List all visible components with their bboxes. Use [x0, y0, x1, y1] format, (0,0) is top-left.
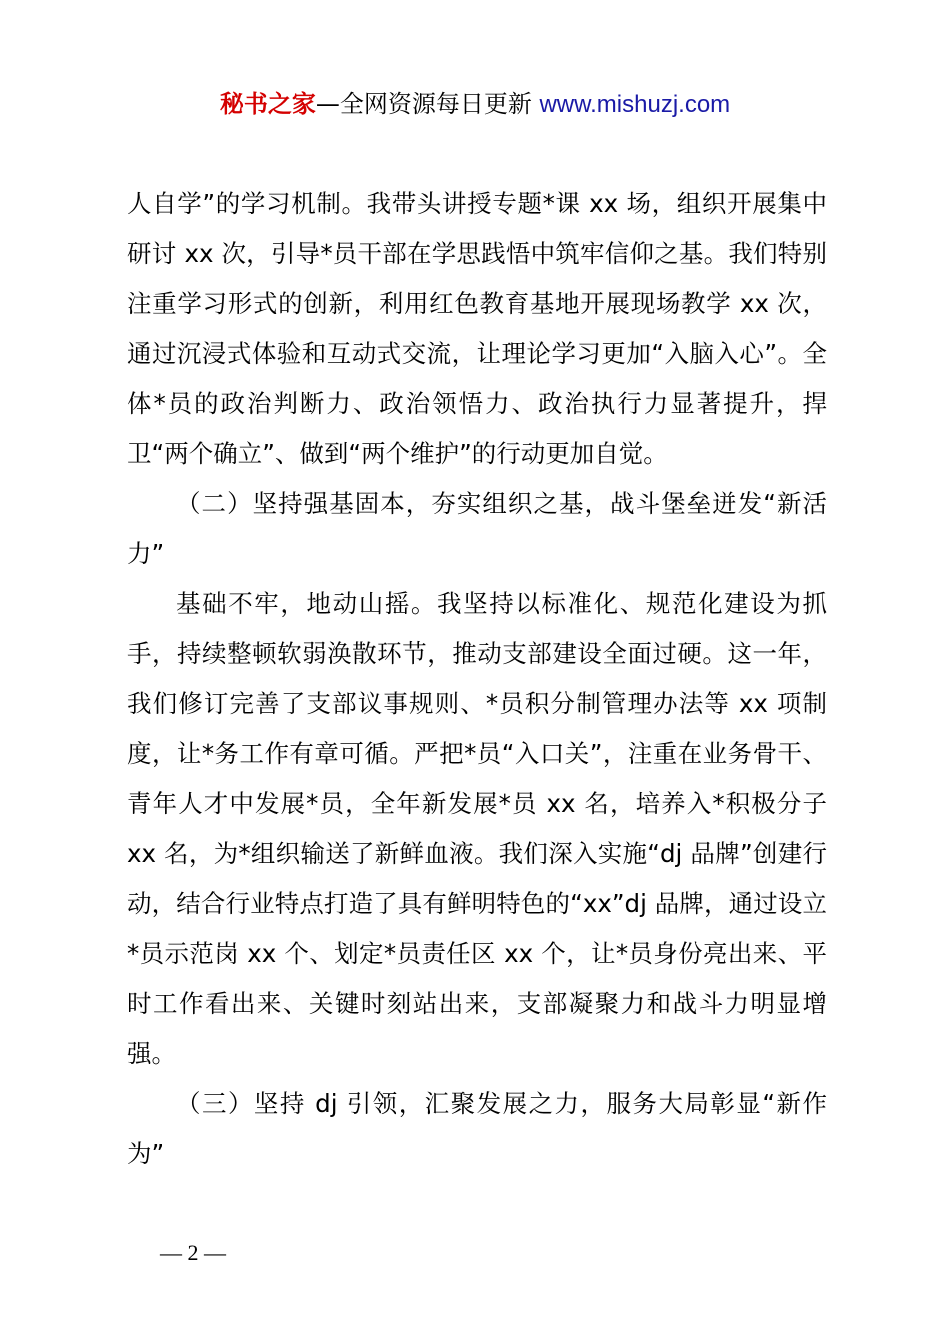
site-url-link[interactable]: www.mishuzj.com — [539, 91, 731, 118]
document-body — [127, 179, 827, 1179]
page-number: — 2 — — [160, 1240, 226, 1265]
header-tagline: —全网资源每日更新 — [315, 90, 540, 118]
site-header-banner — [0, 88, 950, 121]
paragraph-study-mechanism: 人自学”的学习机制。我带头讲授专题*课 xx 场，组织开展集中研讨 xx 次，引导*员干部在学思践悟中筑牢信仰之基。我们特别注重学习形式的创新，利用红色教育基地开展现场教学 xx 次，通过沉浸式体验和互动式交流，让理论学习更加“入脑入心”。全体*员的政治判断力、政治领悟力、政治执行力显著提升，捍卫“两个确立”、做到“两个维护”的行动更加自觉。 — [127, 189, 827, 468]
paragraph-organization-building: 基础不牢，地动山摇。我坚持以标准化、规范化建设为抓手，持续整顿软弱涣散环节，推动支部建设全面过硬。这一年，我们修订完善了支部议事规则、*员积分制管理办法等 xx 项制度，让*务工作有章可循。严把*员“入口关”，注重在业务骨干、青年人才中发展*员，全年新发展*员 xx 名，培养入*积极分子 xx 名，为*组织输送了新鲜血液。我们深入实施“dj 品牌”创建行动，结合行业特点打造了具有鲜明特色的“xx”dj 品牌，通过设立*员示范岗 xx 个、划定*员责任区 xx 个，让*员身份亮出来、平时工作看出来、关键时刻站出来，支部凝聚力和战斗力明显增强。 — [127, 589, 827, 1068]
section-heading-3: （三）坚持 dj 引领，汇聚发展之力，服务大局彰显“新作为” — [127, 1089, 827, 1168]
section-heading-2: （二）坚持强基固本，夯实组织之基，战斗堡垒迸发“新活力” — [127, 489, 827, 568]
brand-name: 秘书之家 — [219, 90, 316, 118]
